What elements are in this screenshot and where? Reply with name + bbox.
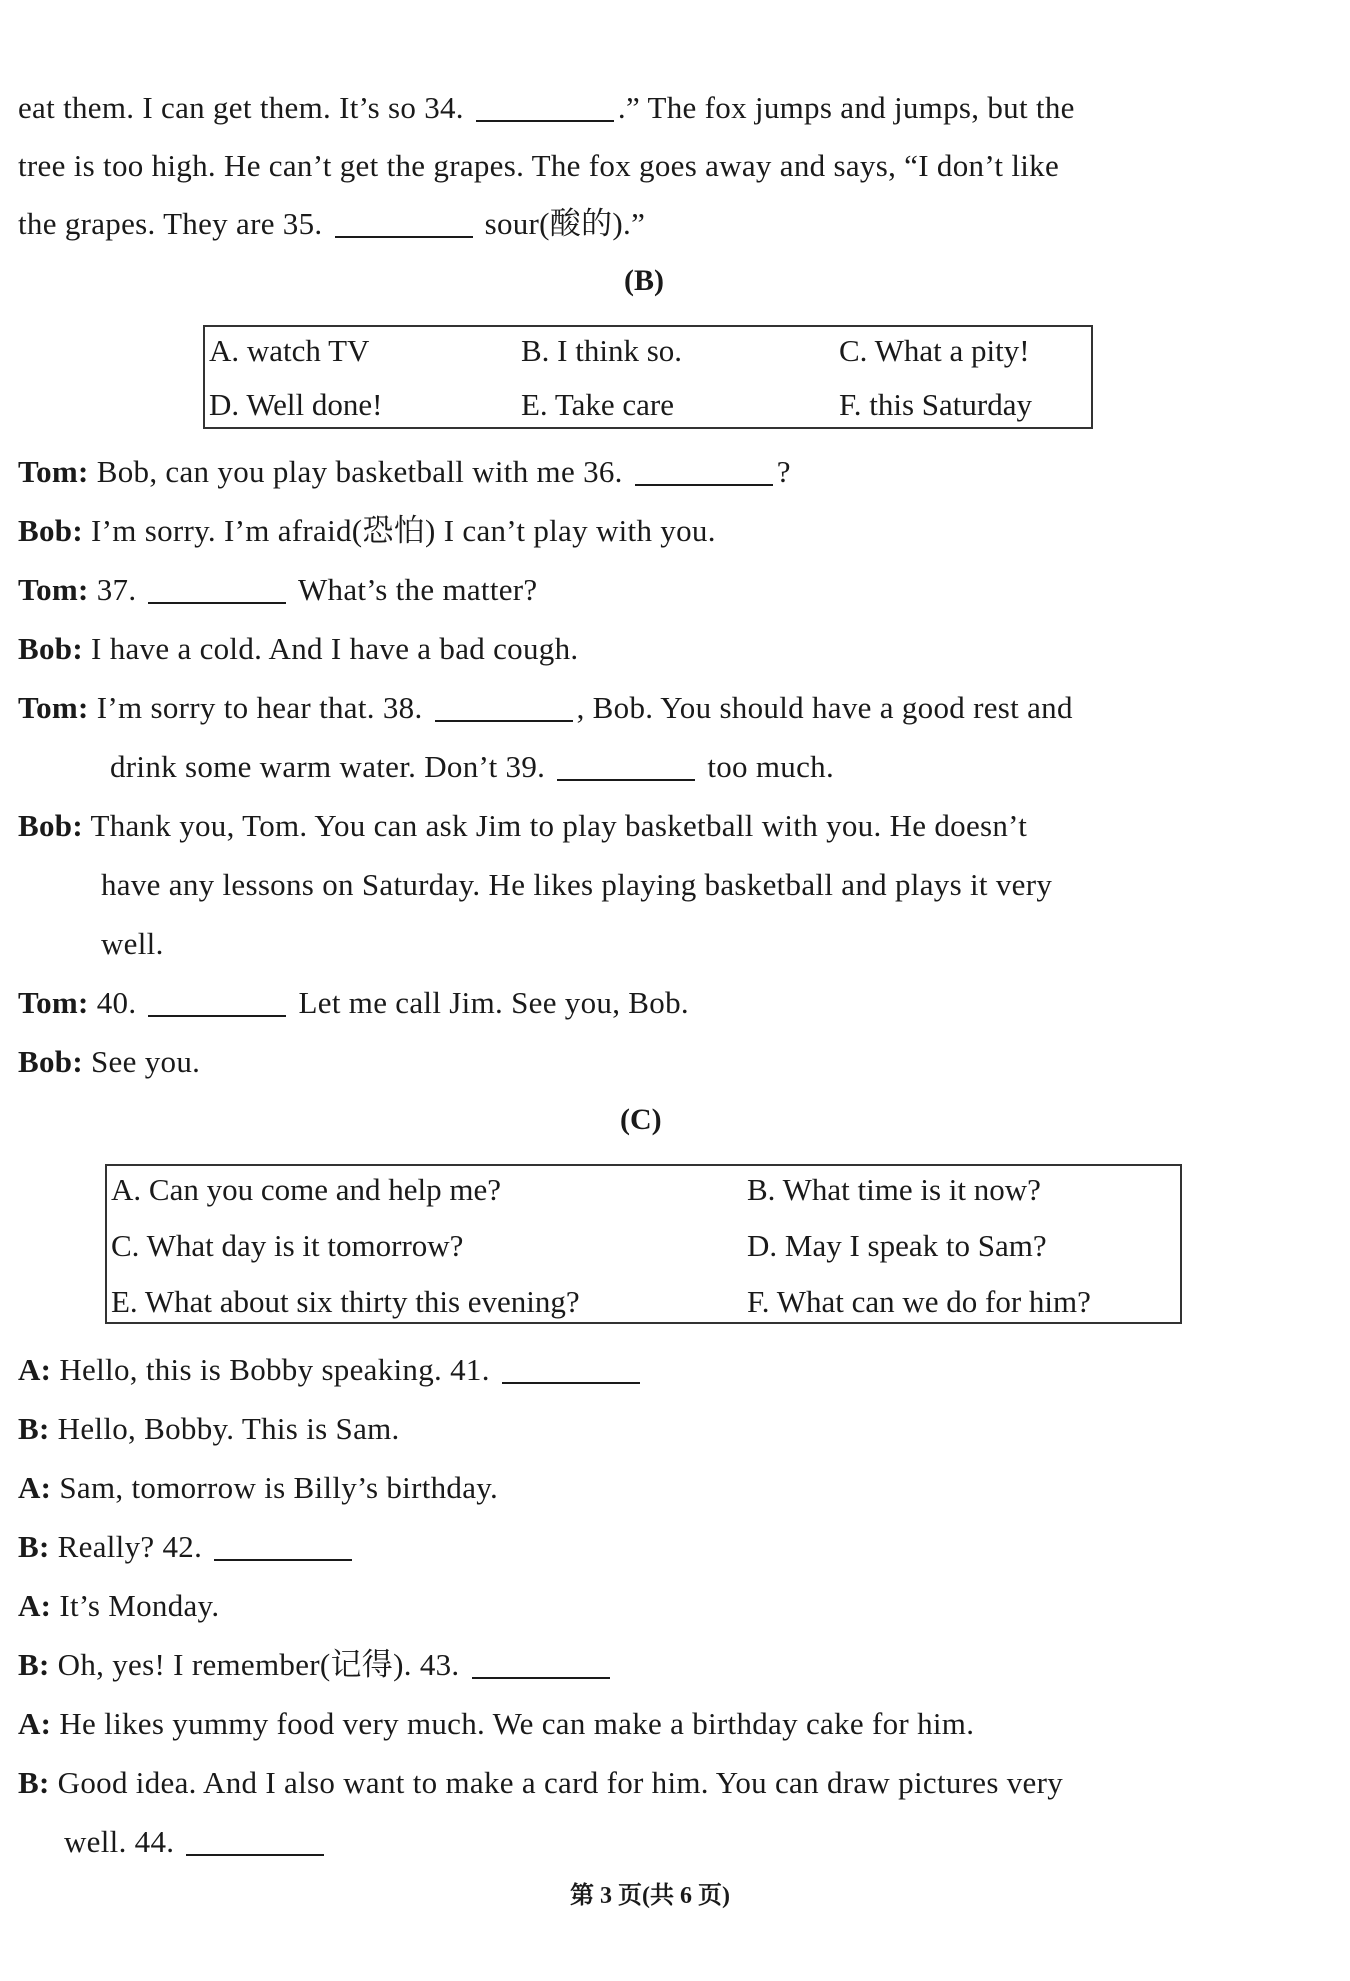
- passage-text: eat them. I can get them. It’s so 34.: [18, 90, 464, 125]
- option-b-c: C. What a pity!: [839, 333, 1030, 368]
- option-c-b: B. What time is it now?: [747, 1172, 1041, 1207]
- speaker-label: A:: [18, 1706, 52, 1741]
- page-footer: 第 3 页(共 6 页): [570, 1883, 730, 1909]
- speaker-label: Tom:: [18, 985, 89, 1020]
- section-c-options-box: [105, 1164, 1182, 1324]
- dialogue-line: [18, 983, 689, 1023]
- dialogue-line: [18, 1409, 400, 1449]
- dialogue-text: It’s Monday.: [59, 1588, 220, 1623]
- dialogue-line: [18, 570, 538, 610]
- dialogue-line: [18, 1350, 644, 1390]
- dialogue-line: [18, 1468, 498, 1508]
- passage-line: [18, 204, 645, 244]
- option-c-f: F. What can we do for him?: [747, 1284, 1091, 1319]
- option-b-a: A. watch TV: [209, 333, 370, 368]
- passage-line: [18, 88, 1075, 128]
- dialogue-text: He likes yummy food very much. We can make a birthday cake for him.: [59, 1706, 975, 1741]
- answer-blank-37[interactable]: [148, 578, 286, 604]
- answer-blank-42[interactable]: [214, 1535, 352, 1561]
- dialogue-text: Hello, this is Bobby speaking. 41.: [59, 1352, 490, 1387]
- dialogue-text: ?: [776, 454, 791, 489]
- dialogue-line: [110, 747, 834, 787]
- dialogue-line: [18, 1704, 974, 1744]
- dialogue-line: [18, 1645, 614, 1685]
- dialogue-text: I have a cold. And I have a bad cough.: [91, 631, 579, 666]
- dialogue-text: 40.: [96, 985, 137, 1020]
- speaker-label: B:: [18, 1765, 50, 1800]
- option-b-f: F. this Saturday: [839, 387, 1032, 422]
- option-b-d: D. Well done!: [209, 387, 383, 422]
- dialogue-text: Let me call Jim. See you, Bob.: [298, 985, 689, 1020]
- speaker-label: B:: [18, 1411, 50, 1446]
- dialogue-line: [18, 1527, 356, 1567]
- answer-blank-39[interactable]: [557, 755, 695, 781]
- dialogue-line: [18, 1586, 219, 1626]
- speaker-label: B:: [18, 1529, 50, 1564]
- dialogue-text: Sam, tomorrow is Billy’s birthday.: [59, 1470, 499, 1505]
- speaker-label: A:: [18, 1588, 52, 1623]
- option-b-b: B. I think so.: [521, 333, 683, 368]
- answer-blank-34[interactable]: [476, 96, 614, 122]
- answer-blank-38[interactable]: [435, 696, 573, 722]
- option-c-a: A. Can you come and help me?: [111, 1172, 501, 1207]
- speaker-label: Bob:: [18, 513, 83, 548]
- option-c-d: D. May I speak to Sam?: [747, 1228, 1047, 1263]
- dialogue-text: Bob, can you play basketball with me 36.: [96, 454, 623, 489]
- dialogue-text: See you.: [91, 1044, 201, 1079]
- section-b-title: (B): [624, 264, 664, 297]
- dialogue-line: well.: [101, 926, 164, 961]
- speaker-label: B:: [18, 1647, 50, 1682]
- dialogue-line: [64, 1822, 328, 1862]
- passage-text: sour(酸的).”: [484, 206, 646, 241]
- dialogue-line: [18, 452, 791, 492]
- speaker-label: A:: [18, 1352, 52, 1387]
- answer-blank-43[interactable]: [472, 1653, 610, 1679]
- dialogue-text: Good idea. And I also want to make a card for him. You can draw pictures very: [57, 1765, 1064, 1800]
- dialogue-text: Thank you, Tom. You can ask Jim to play basketball with you. He doesn’t: [90, 808, 1028, 843]
- dialogue-line: [18, 1042, 200, 1082]
- section-b-options-box: [203, 325, 1093, 429]
- speaker-label: Bob:: [18, 808, 83, 843]
- dialogue-text: too much.: [707, 749, 835, 784]
- dialogue-text: drink some warm water. Don’t 39.: [110, 749, 546, 784]
- option-b-e: E. Take care: [521, 387, 675, 422]
- dialogue-line: [18, 629, 578, 669]
- speaker-label: Bob:: [18, 631, 83, 666]
- speaker-label: A:: [18, 1470, 52, 1505]
- answer-blank-36[interactable]: [635, 460, 773, 486]
- section-c-title: (C): [620, 1103, 662, 1136]
- speaker-label: Tom:: [18, 454, 89, 489]
- dialogue-text: Oh, yes! I remember(记得). 43.: [57, 1647, 460, 1682]
- dialogue-text: I’m sorry. I’m afraid(恐怕) I can’t play with you.: [91, 513, 716, 548]
- dialogue-text: Really? 42.: [57, 1529, 203, 1564]
- dialogue-line: [18, 688, 1073, 728]
- passage-text: the grapes. They are 35.: [18, 206, 323, 241]
- speaker-label: Bob:: [18, 1044, 83, 1079]
- passage-line: tree is too high. He can’t get the grapes. The fox goes away and says, “I don’t like: [18, 148, 1060, 183]
- dialogue-text: well. 44.: [64, 1824, 175, 1859]
- answer-blank-44[interactable]: [186, 1830, 324, 1856]
- option-c-c: C. What day is it tomorrow?: [111, 1228, 464, 1263]
- speaker-label: Tom:: [18, 690, 89, 725]
- dialogue-line: [18, 806, 1027, 846]
- dialogue-line: [18, 1763, 1063, 1803]
- dialogue-text: Hello, Bobby. This is Sam.: [57, 1411, 400, 1446]
- dialogue-text: , Bob. You should have a good rest and: [576, 690, 1073, 725]
- answer-blank-40[interactable]: [148, 991, 286, 1017]
- dialogue-text: 37.: [96, 572, 137, 607]
- answer-blank-35[interactable]: [335, 212, 473, 238]
- speaker-label: Tom:: [18, 572, 89, 607]
- dialogue-text: What’s the matter?: [297, 572, 538, 607]
- dialogue-line: [18, 511, 716, 551]
- dialogue-line: have any lessons on Saturday. He likes playing basketball and plays it very: [101, 867, 1053, 902]
- passage-text: .” The fox jumps and jumps, but the: [617, 90, 1075, 125]
- answer-blank-41[interactable]: [502, 1358, 640, 1384]
- option-c-e: E. What about six thirty this evening?: [111, 1284, 580, 1319]
- dialogue-text: I’m sorry to hear that. 38.: [96, 690, 423, 725]
